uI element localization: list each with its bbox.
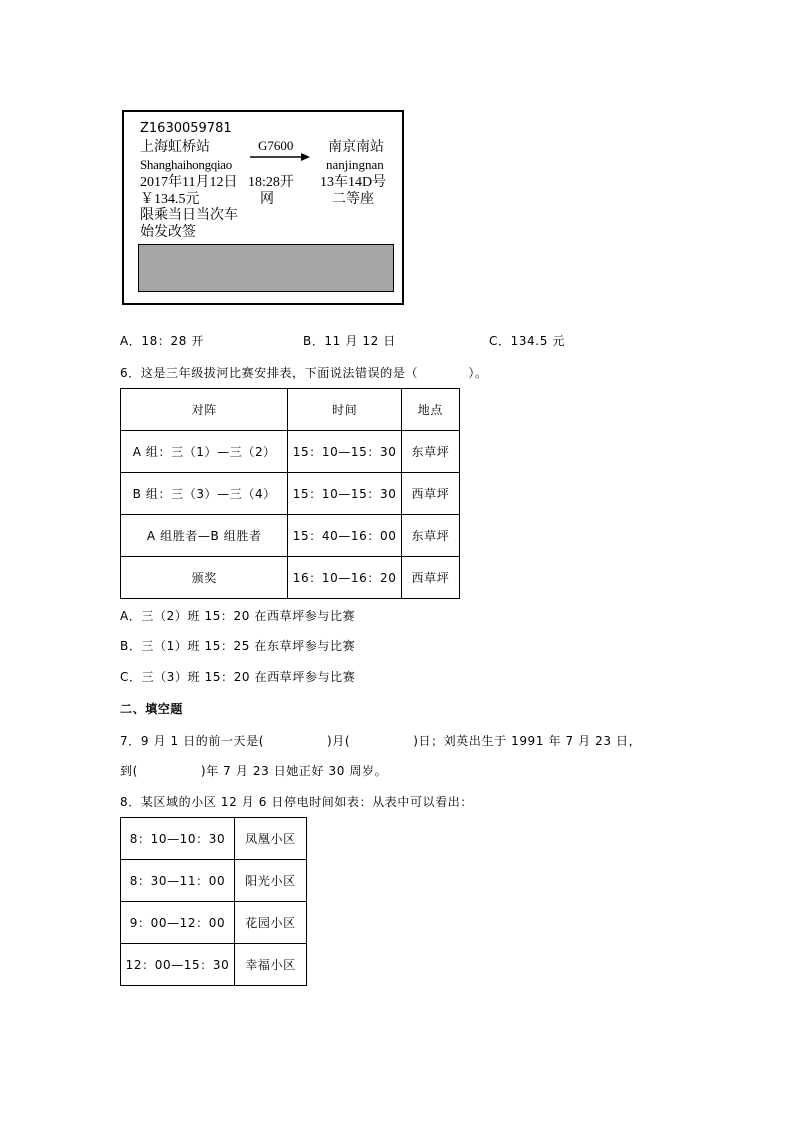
ticket-price: ￥134.5元 — [140, 192, 200, 207]
header-matchup: 对阵 — [121, 389, 288, 431]
cell-community: 凤凰小区 — [235, 818, 307, 860]
table-row — [121, 473, 460, 515]
section-title-fill-in: 二、填空题 — [120, 702, 184, 716]
table-row — [121, 818, 307, 860]
ticket-time: 18:28开 — [248, 175, 294, 190]
table-row — [121, 944, 307, 986]
cell-time: 15：40—16：00 — [288, 515, 401, 557]
header-location: 地点 — [401, 389, 459, 431]
cell-outage-time: 8：10—10：30 — [121, 818, 235, 860]
header-time: 时间 — [288, 389, 401, 431]
cell-matchup: A 组胜者—B 组胜者 — [121, 515, 288, 557]
ticket-from-station: 上海虹桥站 — [140, 140, 210, 155]
q5-option-b: B．11 月 12 日 — [303, 334, 396, 348]
ticket-number: Z1630059781 — [140, 121, 232, 136]
ticket-note-line1: 限乘当日当次车 — [140, 208, 238, 223]
cell-matchup: 颁奖 — [121, 557, 288, 599]
ticket-to-station: 南京南站 — [328, 140, 384, 155]
cell-time: 15：10—15：30 — [288, 473, 401, 515]
q6-option-a: A．三（2）班 15：20 在西草坪参与比赛 — [120, 609, 356, 623]
q5-option-c: C．134.5 元 — [489, 334, 565, 348]
ticket-to-pinyin: nanjingnan — [326, 157, 384, 172]
cell-community: 幸福小区 — [235, 944, 307, 986]
cell-location: 西草坪 — [401, 473, 459, 515]
table-row — [121, 902, 307, 944]
q7-line1: 7．9 月 1 日的前一天是( )月( )日；刘英出生于 1991 年 7 月 23 日， — [120, 734, 642, 748]
cell-outage-time: 8：30—11：00 — [121, 860, 235, 902]
ticket-seat: 13车14D号 — [320, 175, 387, 190]
cell-matchup: A 组：三（1）—三（2） — [121, 431, 288, 473]
table-header-row — [121, 389, 460, 431]
cell-outage-time: 9：00—12：00 — [121, 902, 235, 944]
cell-time: 15：10—15：30 — [288, 431, 401, 473]
q6-question: 6．这是三年级拔河比赛安排表，下面说法错误的是（ ）。 — [120, 366, 488, 380]
q6-option-c: C．三（3）班 15：20 在西草坪参与比赛 — [120, 670, 356, 684]
cell-community: 花园小区 — [235, 902, 307, 944]
cell-outage-time: 12：00—15：30 — [121, 944, 235, 986]
ticket-train-number: G7600 — [258, 138, 294, 153]
ticket-channel: 网 — [260, 192, 274, 207]
cell-location: 东草坪 — [401, 515, 459, 557]
train-ticket — [122, 110, 404, 305]
table-row — [121, 557, 460, 599]
cell-community: 阳光小区 — [235, 860, 307, 902]
ticket-seat-class: 二等座 — [332, 192, 374, 207]
tug-of-war-schedule-table — [120, 388, 460, 599]
q8-question: 8．某区域的小区 12 月 6 日停电时间如表：从表中可以看出： — [120, 795, 473, 809]
ticket-note-line2: 始发改签 — [140, 225, 196, 240]
cell-matchup: B 组：三（3）—三（4） — [121, 473, 288, 515]
cell-location: 东草坪 — [401, 431, 459, 473]
power-outage-table — [120, 817, 307, 986]
table-row — [121, 860, 307, 902]
table-row — [121, 515, 460, 557]
ticket-barcode-area — [138, 244, 394, 292]
q6-option-b: B．三（1）班 15：25 在东草坪参与比赛 — [120, 639, 356, 653]
q5-option-a: A．18：28 开 — [120, 334, 204, 348]
cell-location: 西草坪 — [401, 557, 459, 599]
ticket-direction-arrow-icon — [250, 152, 310, 162]
ticket-date: 2017年11月12日 — [140, 175, 238, 190]
q7-line2: 到( )年 7 月 23 日她正好 30 周岁。 — [120, 764, 388, 778]
ticket-from-pinyin: Shanghaihongqiao — [140, 157, 232, 172]
cell-time: 16：10—16：20 — [288, 557, 401, 599]
table-row — [121, 431, 460, 473]
